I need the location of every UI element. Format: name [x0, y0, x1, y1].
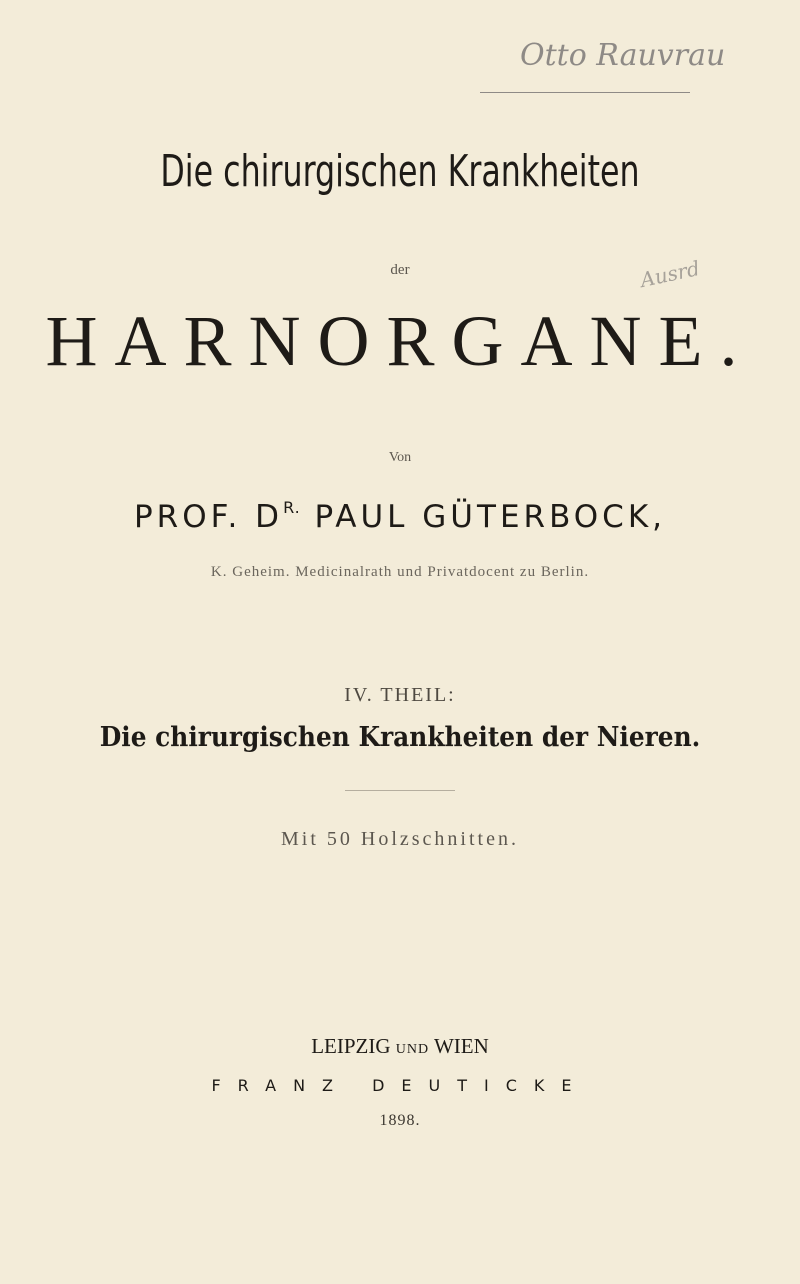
handwritten-margin-note: Ausrd: [638, 256, 702, 292]
author-degree: R.: [283, 498, 301, 517]
divider-rule: [345, 790, 455, 791]
publisher-place: [0, 1034, 800, 1059]
connector-der: der: [390, 262, 410, 278]
part-number: IV. THEIL:: [344, 684, 456, 706]
author-prefix: PROF. D: [133, 499, 284, 535]
author-line: [0, 498, 800, 535]
city-leipzig: LEIPZIG: [311, 1034, 391, 1058]
author-affiliation: K. Geheim. Medicinalrath und Privatdocent zu Berlin.: [210, 564, 590, 580]
publication-year: 1898.: [379, 1112, 421, 1129]
connector-von: Von: [388, 450, 412, 465]
author-name: PAUL GÜTERBOCK,: [300, 499, 667, 535]
conjunction-und: UND: [395, 1042, 430, 1057]
book-title: Die chirurgischen Krankheiten: [160, 146, 640, 197]
handwritten-signature: [520, 38, 726, 98]
publisher-name: FRANZ DEUTICKE: [211, 1076, 589, 1095]
illustrations-note: Mit 50 Holzschnitten.: [281, 828, 519, 850]
main-title: HARNORGANE.: [45, 301, 755, 381]
subtitle: Die chirurgischen Krankheiten der Nieren.: [99, 722, 701, 753]
signature-text: Otto Rauvrau: [520, 38, 726, 73]
signature-underline: [480, 92, 690, 93]
city-wien: WIEN: [433, 1034, 489, 1058]
